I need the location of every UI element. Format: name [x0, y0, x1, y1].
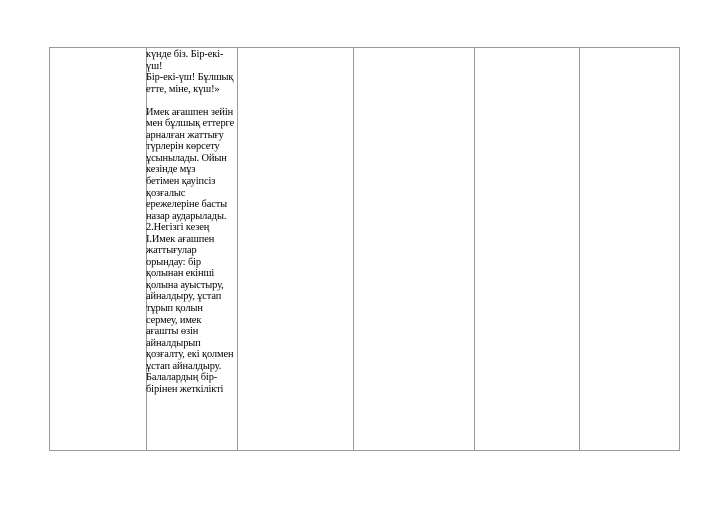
- column-divider: [237, 48, 238, 450]
- column-divider: [579, 48, 580, 450]
- column-divider: [474, 48, 475, 450]
- table-cell-activity-text: күнде біз. Бір-екі- үш! Бір-екі-үш! Бұлшық етте, міне, күш!» Имек ағашпен зейін мен бұлшық еттерге арналған жаттығу түрлерін көрсету ұсынылады. Ойын кезінде мұз бетімен қауіпсіз қозғалыс ережелеріне басты назар аударылады. 2.Негізгі кезең I.Имек ағашпен жаттығулар орындау: бір қолынан екінші қолына ауыстыру, айналдыру, ұстап тұрып қолын сермеу, имек ағашты өзін айналдырып қозғалту, екі қолмен ұстап айналдыру. Балалардың бір- бірінен жеткілікті: [146, 49, 235, 395]
- column-divider: [353, 48, 354, 450]
- lesson-plan-table: [49, 47, 680, 451]
